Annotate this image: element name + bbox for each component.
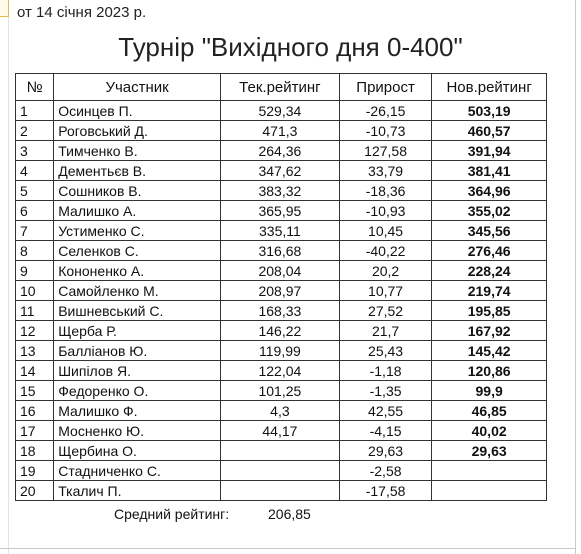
new-rating-cell[interactable]: 40,02 <box>432 421 547 441</box>
current-rating-cell[interactable] <box>220 441 339 461</box>
row-number-cell[interactable]: 12 <box>16 321 54 341</box>
new-rating-cell[interactable]: 276,46 <box>432 241 547 261</box>
new-rating-cell[interactable]: 99,9 <box>432 381 547 401</box>
participant-name-cell[interactable]: Осинцев П. <box>54 101 221 121</box>
rating-gain-cell[interactable]: -10,73 <box>339 121 431 141</box>
participant-name-cell[interactable]: Баллiанов Ю. <box>54 341 221 361</box>
table-row <box>16 341 547 361</box>
rating-gain-cell[interactable]: -17,58 <box>339 481 431 501</box>
current-rating-cell[interactable]: 471,3 <box>220 121 339 141</box>
rating-gain-cell[interactable]: 42,55 <box>339 401 431 421</box>
row-number-cell[interactable]: 5 <box>16 181 54 201</box>
table-row <box>16 361 547 381</box>
current-rating-cell[interactable]: 168,33 <box>220 301 339 321</box>
new-rating-cell[interactable]: 219,74 <box>432 281 547 301</box>
participant-name-cell[interactable]: Ткалич П. <box>54 481 221 501</box>
rating-gain-cell[interactable]: 33,79 <box>339 161 431 181</box>
average-rating-value[interactable]: 206,85 <box>268 506 311 522</box>
row-number-cell[interactable]: 9 <box>16 261 54 281</box>
participant-name-cell[interactable]: Самойленко М. <box>54 281 221 301</box>
column-header-current-rating[interactable]: Тек.рейтинг <box>220 74 339 101</box>
rating-gain-cell[interactable]: 29,63 <box>339 441 431 461</box>
row-number-cell[interactable]: 17 <box>16 421 54 441</box>
tournament-title: Турнір "Вихідного дня 0-400" <box>118 32 463 62</box>
current-rating-cell[interactable]: 365,95 <box>220 201 339 221</box>
table-row <box>16 461 547 481</box>
participant-name-cell[interactable]: Малишко А. <box>54 201 221 221</box>
new-rating-cell[interactable]: 381,41 <box>432 161 547 181</box>
table-row <box>16 141 547 161</box>
participant-name-cell[interactable]: Мосненко Ю. <box>54 421 221 441</box>
column-header-participant[interactable]: Участник <box>54 74 221 101</box>
participant-name-cell[interactable]: Устименко С. <box>54 221 221 241</box>
row-number-cell[interactable]: 14 <box>16 361 54 381</box>
participant-name-cell[interactable]: Малишко Ф. <box>54 401 221 421</box>
table-row <box>16 181 547 201</box>
column-header-gain[interactable]: Прирост <box>339 74 431 101</box>
sheet-right-edge <box>575 0 576 554</box>
table-row <box>16 221 547 241</box>
row-number-cell[interactable]: 19 <box>16 461 54 481</box>
current-rating-cell[interactable]: 208,97 <box>220 281 339 301</box>
participant-name-cell[interactable]: Кононенко А. <box>54 261 221 281</box>
current-rating-cell[interactable]: 208,04 <box>220 261 339 281</box>
current-rating-cell[interactable]: 347,62 <box>220 161 339 181</box>
sheet-left-edge <box>8 14 9 554</box>
new-rating-cell[interactable]: 195,85 <box>432 301 547 321</box>
row-number-cell[interactable]: 3 <box>16 141 54 161</box>
row-number-cell[interactable]: 1 <box>16 101 54 121</box>
table-row <box>16 241 547 261</box>
current-rating-cell[interactable]: 122,04 <box>220 361 339 381</box>
rating-gain-cell[interactable]: -4,15 <box>339 421 431 441</box>
participant-name-cell[interactable]: Федоренко О. <box>54 381 221 401</box>
row-number-cell[interactable]: 18 <box>16 441 54 461</box>
new-rating-cell[interactable]: 460,57 <box>432 121 547 141</box>
current-rating-cell[interactable]: 316,68 <box>220 241 339 261</box>
table-row <box>16 201 547 221</box>
current-rating-cell[interactable]: 383,32 <box>220 181 339 201</box>
current-rating-cell[interactable]: 146,22 <box>220 321 339 341</box>
rating-gain-cell[interactable]: 27,52 <box>339 301 431 321</box>
column-header-new-rating[interactable]: Нов.рейтинг <box>432 74 547 101</box>
table-row <box>16 281 547 301</box>
current-rating-cell[interactable]: 44,17 <box>220 421 339 441</box>
row-number-cell[interactable]: 13 <box>16 341 54 361</box>
new-rating-cell[interactable]: 364,96 <box>432 181 547 201</box>
new-rating-cell[interactable]: 391,94 <box>432 141 547 161</box>
rating-gain-cell[interactable]: -2,58 <box>339 461 431 481</box>
table-row <box>16 321 547 341</box>
table-row <box>16 421 547 441</box>
new-rating-cell[interactable]: 120,86 <box>432 361 547 381</box>
participant-name-cell[interactable]: Вишневський С. <box>54 301 221 321</box>
row-number-cell[interactable]: 15 <box>16 381 54 401</box>
participant-name-cell[interactable]: Щербина О. <box>54 441 221 461</box>
rating-gain-cell[interactable]: 127,58 <box>339 141 431 161</box>
rating-gain-cell[interactable]: 10,77 <box>339 281 431 301</box>
row-number-cell[interactable]: 20 <box>16 481 54 501</box>
table-row <box>16 101 547 121</box>
current-rating-cell[interactable] <box>220 461 339 481</box>
table-row <box>16 481 547 501</box>
participant-name-cell[interactable]: Щерба Р. <box>54 321 221 341</box>
table-row <box>16 121 547 141</box>
participant-name-cell[interactable]: Стадниченко С. <box>54 461 221 481</box>
row-number-cell[interactable]: 7 <box>16 221 54 241</box>
table-row <box>16 441 547 461</box>
row-number-cell[interactable]: 10 <box>16 281 54 301</box>
new-rating-cell[interactable]: 503,19 <box>432 101 547 121</box>
table-row <box>16 401 547 421</box>
current-rating-cell[interactable]: 335,11 <box>220 221 339 241</box>
table-row <box>16 261 547 281</box>
participant-name-cell[interactable]: Дементьєв В. <box>54 161 221 181</box>
rating-gain-cell[interactable]: -1,35 <box>339 381 431 401</box>
rating-gain-cell[interactable]: -40,22 <box>339 241 431 261</box>
row-number-cell[interactable]: 16 <box>16 401 54 421</box>
new-rating-cell[interactable]: 46,85 <box>432 401 547 421</box>
column-header-number[interactable]: № <box>16 74 54 101</box>
rating-gain-cell[interactable]: -10,93 <box>339 201 431 221</box>
tournament-date: от 14 січня 2023 р. <box>17 4 147 21</box>
row-number-cell[interactable]: 11 <box>16 301 54 321</box>
new-rating-cell[interactable]: 345,56 <box>432 221 547 241</box>
rating-gain-cell[interactable]: -1,18 <box>339 361 431 381</box>
header-row <box>16 74 547 101</box>
new-rating-cell[interactable] <box>432 461 547 481</box>
new-rating-cell[interactable]: 167,92 <box>432 321 547 341</box>
current-rating-cell[interactable]: 101,25 <box>220 381 339 401</box>
sheet-bottom-edge <box>0 548 576 549</box>
rating-gain-cell[interactable]: 21,7 <box>339 321 431 341</box>
new-rating-cell[interactable]: 228,24 <box>432 261 547 281</box>
new-rating-cell[interactable]: 145,42 <box>432 341 547 361</box>
row-number-cell[interactable]: 6 <box>16 201 54 221</box>
row-number-cell[interactable]: 8 <box>16 241 54 261</box>
current-rating-cell[interactable]: 264,36 <box>220 141 339 161</box>
participant-name-cell[interactable]: Роговський Д. <box>54 121 221 141</box>
table-row <box>16 301 547 321</box>
row-number-cell[interactable]: 2 <box>16 121 54 141</box>
participant-name-cell[interactable]: Селенков С. <box>54 241 221 261</box>
participant-name-cell[interactable]: Сошников В. <box>54 181 221 201</box>
table-row <box>16 161 547 181</box>
rating-gain-cell[interactable]: -18,36 <box>339 181 431 201</box>
rating-gain-cell[interactable]: 20,2 <box>339 261 431 281</box>
current-rating-cell[interactable]: 529,34 <box>220 101 339 121</box>
current-rating-cell[interactable]: 119,99 <box>220 341 339 361</box>
current-rating-cell[interactable] <box>220 481 339 501</box>
rating-gain-cell[interactable]: 25,43 <box>339 341 431 361</box>
rating-gain-cell[interactable]: 10,45 <box>339 221 431 241</box>
current-rating-cell[interactable]: 4,3 <box>220 401 339 421</box>
row-number-cell[interactable]: 4 <box>16 161 54 181</box>
results-table <box>15 73 547 501</box>
new-rating-cell[interactable]: 29,63 <box>432 441 547 461</box>
table-row <box>16 381 547 401</box>
comment-marker-icon[interactable] <box>0 0 9 17</box>
new-rating-cell[interactable]: 355,02 <box>432 201 547 221</box>
participant-name-cell[interactable]: Тимченко В. <box>54 141 221 161</box>
rating-gain-cell[interactable]: -26,15 <box>339 101 431 121</box>
new-rating-cell[interactable] <box>432 481 547 501</box>
participant-name-cell[interactable]: Шипiлов Я. <box>54 361 221 381</box>
average-rating-label: Средний рейтинг: <box>114 506 230 522</box>
